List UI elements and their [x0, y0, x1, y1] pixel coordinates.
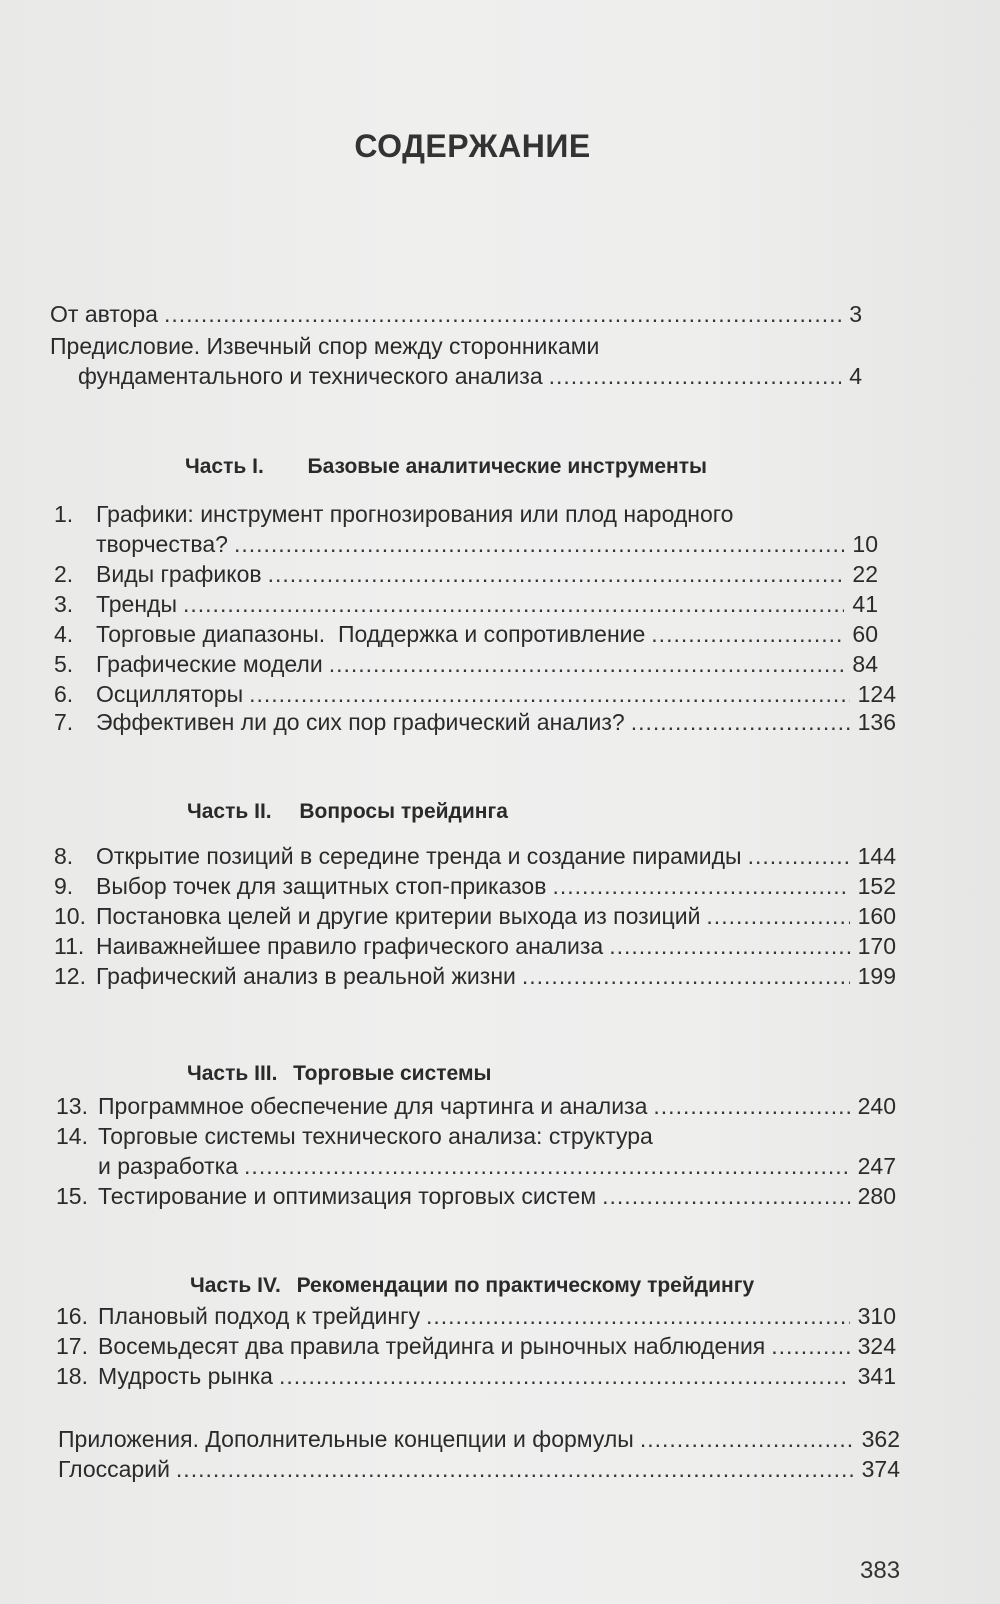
entry-text: Постановка целей и другие критерии выхода из позиций	[96, 903, 701, 929]
leader-dots	[164, 300, 841, 328]
entry-text: Приложения. Дополнительные концепции и формулы	[58, 1426, 634, 1452]
leader-dots	[609, 932, 849, 960]
entry-page: 84	[852, 651, 878, 677]
toc-entry	[54, 902, 896, 930]
chapter-number: 6.	[54, 681, 74, 707]
toc-entry	[56, 1362, 896, 1390]
entry-page: 41	[852, 591, 878, 617]
leader-dots	[552, 872, 849, 900]
entry-text: Мудрость рынка	[98, 1363, 273, 1389]
entry-text: Предисловие. Извечный спор между сторонниками	[50, 333, 600, 359]
toc-entry-line1	[50, 332, 862, 360]
page-number: 383	[860, 1557, 901, 1584]
toc-entry-line2	[98, 1152, 896, 1180]
entry-page: 152	[857, 873, 896, 899]
leader-dots	[653, 1092, 849, 1120]
entry-page: 240	[857, 1093, 896, 1119]
entry-page: 124	[857, 681, 896, 707]
entry-text: Тренды	[96, 591, 177, 617]
leader-dots	[602, 1182, 849, 1210]
entry-text: Открытие позиций в середине тренда и создание пирамиды	[96, 843, 742, 869]
chapter-number: 12.	[54, 963, 86, 989]
entry-page: 341	[857, 1363, 896, 1389]
entry-text: Виды графиков	[96, 561, 262, 587]
entry-page: 160	[857, 903, 896, 929]
toc-entry	[58, 1455, 900, 1483]
leader-dots	[329, 650, 845, 678]
leader-dots	[176, 1455, 854, 1483]
page-title: СОДЕРЖАНИЕ	[354, 128, 591, 164]
leader-dots	[183, 590, 844, 618]
toc-entry	[54, 650, 878, 678]
entry-text: Глоссарий	[58, 1456, 170, 1482]
entry-page: 310	[857, 1303, 896, 1329]
chapter-number: 18.	[56, 1363, 88, 1389]
entry-text: От автора	[50, 301, 158, 327]
part-label: Часть IV.	[190, 1274, 281, 1297]
part-label: Часть I.	[185, 455, 264, 478]
chapter-number: 11.	[54, 933, 85, 959]
toc-entry	[54, 590, 878, 618]
chapter-number: 13.	[56, 1093, 88, 1119]
entry-text: Программное обеспечение для чартинга и анализа	[98, 1093, 648, 1119]
leader-dots	[748, 842, 850, 870]
entry-text: Наиважнейшее правило графического анализа	[96, 933, 604, 959]
entry-text: Графики: инструмент прогнозирования или плод народного	[96, 501, 734, 527]
toc-entry	[54, 560, 878, 588]
toc-entry	[54, 680, 896, 708]
toc-entry	[54, 620, 878, 648]
leader-dots	[268, 560, 845, 588]
leader-dots	[234, 530, 844, 558]
toc-entry-line1	[54, 500, 894, 528]
chapter-number: 4.	[54, 621, 74, 647]
part-label: Часть III.	[187, 1062, 278, 1085]
toc-entry	[54, 842, 896, 870]
leader-dots	[279, 1362, 850, 1390]
entry-page: 374	[861, 1456, 900, 1482]
chapter-number: 1.	[54, 501, 74, 527]
chapter-number: 8.	[54, 843, 74, 869]
leader-dots	[771, 1332, 849, 1360]
entry-page: 144	[857, 843, 896, 869]
entry-page: 280	[857, 1183, 896, 1209]
toc-entry	[56, 1332, 896, 1360]
toc-entry-line2	[96, 530, 878, 558]
toc-entry	[50, 300, 862, 328]
leader-dots	[249, 680, 850, 708]
part-title: Рекомендации по практическому трейдингу	[296, 1274, 755, 1297]
leader-dots	[522, 962, 850, 990]
leader-dots	[640, 1425, 854, 1453]
chapter-number: 3.	[54, 591, 74, 617]
toc-entry	[56, 1302, 896, 1330]
entry-page: 247	[857, 1153, 896, 1179]
chapter-number: 16.	[56, 1303, 88, 1329]
part-title: Торговые системы	[293, 1062, 492, 1085]
entry-text: Плановый подход к трейдингу	[98, 1303, 420, 1329]
part-heading	[185, 455, 707, 479]
entry-page: 362	[861, 1426, 900, 1452]
chapter-number: 14.	[56, 1123, 88, 1149]
toc-entry	[56, 1092, 896, 1120]
entry-text: Осцилляторы	[96, 681, 244, 707]
part-title: Вопросы трейдинга	[299, 800, 508, 823]
entry-text: Тестирование и оптимизация торговых систем	[98, 1183, 597, 1209]
chapter-number: 7.	[54, 709, 74, 735]
entry-text: Эффективен ли до сих пор графический анализ?	[96, 709, 625, 735]
entry-page: 170	[857, 933, 896, 959]
chapter-number: 17.	[56, 1333, 88, 1359]
entry-text: Графические модели	[96, 651, 323, 677]
entry-text: и разработка	[98, 1153, 239, 1179]
part-title: Базовые аналитические инструменты	[307, 455, 707, 478]
entry-page: 60	[852, 621, 878, 647]
part-heading	[187, 1062, 491, 1086]
toc-entry-line2	[78, 362, 862, 390]
leader-dots	[549, 362, 842, 390]
entry-page: 136	[857, 709, 896, 735]
entry-page: 3	[849, 301, 862, 327]
leader-dots	[244, 1152, 850, 1180]
entry-text: Выбор точек для защитных стоп-приказов	[96, 873, 547, 899]
leader-dots	[426, 1302, 850, 1330]
toc-entry	[54, 962, 896, 990]
entry-text: творчества?	[96, 531, 228, 557]
toc-entry-line1	[56, 1122, 896, 1150]
entry-page: 324	[857, 1333, 896, 1359]
chapter-number: 9.	[54, 873, 74, 899]
entry-page: 4	[849, 363, 862, 389]
toc-entry	[56, 1182, 896, 1210]
leader-dots	[631, 708, 850, 736]
entry-page: 199	[857, 963, 896, 989]
part-heading	[187, 800, 508, 824]
leader-dots	[706, 902, 849, 930]
entry-text: Торговые системы технического анализа: структура	[98, 1123, 653, 1149]
chapter-number: 2.	[54, 561, 74, 587]
entry-text: Восемьдесят два правила трейдинга и рыночных наблюдения	[98, 1333, 766, 1359]
toc-entry	[54, 708, 896, 736]
entry-text: фундаментального и технического анализа	[78, 363, 543, 389]
toc-entry	[58, 1425, 900, 1453]
entry-page: 22	[852, 561, 878, 587]
chapter-number: 5.	[54, 651, 74, 677]
part-heading	[190, 1274, 754, 1298]
leader-dots	[651, 620, 844, 648]
entry-text: Графический анализ в реальной жизни	[96, 963, 516, 989]
toc-entry	[54, 872, 896, 900]
toc-entry	[54, 932, 896, 960]
entry-text: Торговые диапазоны. Поддержка и сопротивление	[96, 621, 646, 647]
chapter-number: 10.	[54, 903, 86, 929]
entry-page: 10	[852, 531, 878, 557]
chapter-number: 15.	[56, 1183, 88, 1209]
part-label: Часть II.	[187, 800, 272, 823]
